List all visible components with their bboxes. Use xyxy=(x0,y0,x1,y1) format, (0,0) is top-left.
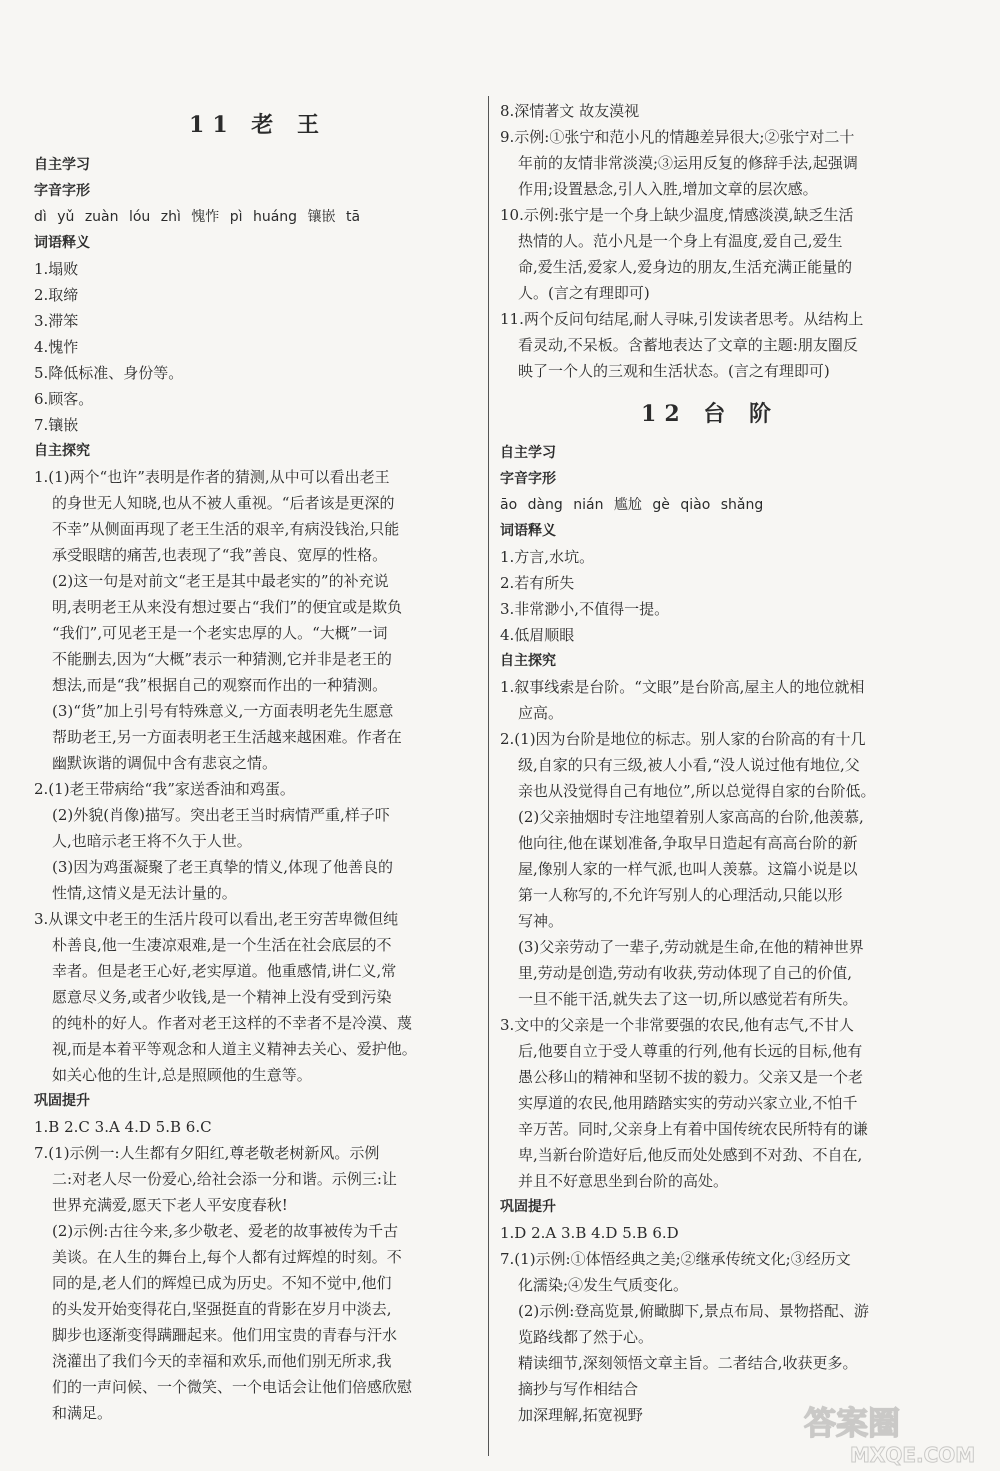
answer-line: (3)“货”加上引号有特殊意义,一方面表明老先生愿意 xyxy=(52,702,394,720)
answer-line: 亲也从没觉得自己有地位”,所以总觉得自家的台阶低。 xyxy=(518,782,876,800)
subsection-heading: 字音字形 xyxy=(500,471,556,487)
answer-line: 精读细节,深刻领悟文章主旨。二者结合,收获更多。 xyxy=(518,1354,858,1372)
answer-line: 人,也暗示老王将不久于人世。 xyxy=(52,832,252,850)
answer-line: 们的一声问候、一个微笑、一个电话会让他们倍感欣慰 xyxy=(52,1378,413,1396)
answer-line: 11.两个反问句结尾,耐人寻味,引发读者思考。从结构上 xyxy=(500,310,864,328)
definition-item: 1.塌败 xyxy=(34,260,79,278)
answer-line: 幸者。但是老王心好,老实厚道。他重感情,讲仁义,常 xyxy=(52,962,397,980)
answer-line: 想法,而是“我”根据自己的观察而作出的一种猜测。 xyxy=(52,676,388,694)
answer-line: “我们”,可见老王是一个老实忠厚的人。“大概”一词 xyxy=(52,624,388,642)
svg-text:MXQE.COM: MXQE.COM xyxy=(850,1443,976,1467)
section-heading: 自主学习 xyxy=(34,157,90,173)
answer-line: 幽默诙谐的调侃中含有悲哀之情。 xyxy=(52,754,278,772)
left-column xyxy=(34,98,482,1426)
answer-line: 一旦不能干活,就失去了这一切,所以感觉若有所失。 xyxy=(518,990,858,1008)
pinyin-answers: āo dàng nián 尴尬 gè qiào shǎng xyxy=(500,497,764,513)
answer-line: 不幸”从侧面再现了老王生活的艰辛,有病没钱治,只能 xyxy=(52,520,400,538)
answer-line: 加深理解,拓宽视野 xyxy=(518,1406,643,1424)
answer-line: 屋,像别人家的一样气派,也叫人羡慕。这篇小说是以 xyxy=(518,860,858,878)
answer-line: (3)父亲劳动了一辈子,劳动就是生命,在他的精神世界 xyxy=(518,938,864,956)
definition-item: 3.非常渺小,不值得一提。 xyxy=(500,600,670,618)
answer-line: 性情,这情义是无法计量的。 xyxy=(52,884,237,902)
answer-line: 的身世无人知晓,也从不被人重视。“后者该是更深的 xyxy=(52,494,395,512)
answer-line: 美谈。在人生的舞台上,每个人都有过辉煌的时刻。不 xyxy=(52,1248,402,1266)
answer-line: 脚步也逐渐变得蹒跚起来。他们用宝贵的青春与汗水 xyxy=(52,1326,398,1344)
lesson-title: 11 老 王 xyxy=(189,112,327,138)
answer-line: 浇灌出了我们今天的幸福和欢乐,而他们别无所求,我 xyxy=(52,1352,392,1370)
answer-line: 明,表明老王从来没有想过要占“我们”的便宜或是欺负 xyxy=(52,598,403,616)
answer-line: 第一人称写的,不允许写别人的心理活动,只能以形 xyxy=(518,886,843,904)
section-heading: 巩固提升 xyxy=(500,1199,556,1215)
column-divider xyxy=(488,96,489,1456)
explore-answers xyxy=(500,674,920,1194)
answer-line: 览路线都了然于心。 xyxy=(518,1328,654,1346)
answer-line: 年前的友情非常淡漠;③运用反复的修辞手法,起强调 xyxy=(518,154,858,172)
answer-line: 他向往,他在谋划准备,争取早日造起有高高台阶的新 xyxy=(518,834,858,852)
answer-line: 级,自家的只有三级,被人小看,“没人说过他有地位,父 xyxy=(518,756,860,774)
answer-line: 二:对老人尽一份爱心,给社会添一分和谐。示例三:让 xyxy=(52,1170,397,1188)
answer-line: 并且不好意思坐到台阶的高处。 xyxy=(518,1172,729,1190)
right-column xyxy=(500,98,920,1428)
definition-item: 7.镶嵌 xyxy=(34,416,79,434)
answer-line: 3.文中的父亲是一个非常要强的农民,他有志气,不甘人 xyxy=(500,1016,854,1034)
answer-line: 辛万苦。同时,父亲身上有着中国传统农民所特有的谦 xyxy=(518,1120,868,1138)
answer-line: 应高。 xyxy=(518,704,564,722)
subsection-heading: 词语释义 xyxy=(500,523,556,539)
definition-item: 4.愧怍 xyxy=(34,338,79,356)
answer-line: 同的是,老人们的辉煌已成为历史。不知不觉中,他们 xyxy=(52,1274,392,1292)
answer-line: 的头发开始变得花白,坚强挺直的背影在岁月中淡去, xyxy=(52,1300,392,1318)
definition-item: 5.降低标准、身份等。 xyxy=(34,364,184,382)
consolidation-answers xyxy=(500,1220,920,1428)
answer-line: 写神。 xyxy=(518,912,564,930)
answer-line: 的纯朴的好人。作者对老王这样的不幸者不是冷漠、蔑 xyxy=(52,1014,413,1032)
answer-line: 愿意尽义务,或者少收钱,是一个精神上没有受到污染 xyxy=(52,988,392,1006)
answer-line: 1.D 2.A 3.B 4.D 5.B 6.D xyxy=(500,1224,679,1242)
subsection-heading: 词语释义 xyxy=(34,235,90,251)
answer-line: 10.示例:张宁是一个身上缺少温度,情感淡漠,缺乏生活 xyxy=(500,206,854,224)
answer-line: 作用;设置悬念,引人入胜,增加文章的层次感。 xyxy=(518,180,818,198)
answer-line: (2)外貌(肖像)描写。突出老王当时病情严重,样子吓 xyxy=(52,806,390,824)
answer-line: 如关心他的生计,总是照顾他的生意等。 xyxy=(52,1066,312,1084)
answer-line: 化濡染;④发生气质变化。 xyxy=(518,1276,689,1294)
answer-line: 人。(言之有理即可) xyxy=(518,284,650,302)
answer-line: 帮助老王,另一方面表明老王生活越来越困难。作者在 xyxy=(52,728,402,746)
answer-line: 1.叙事线索是台阶。“文眼”是台阶高,屋主人的地位就相 xyxy=(500,678,865,696)
answer-line: 7.(1)示例一:人生都有夕阳红,尊老敬老树新风。示例 xyxy=(34,1144,380,1162)
answer-line: (2)示例:登高览景,俯瞰脚下,景点布局、景物搭配、游 xyxy=(518,1302,869,1320)
subsection-heading: 字音字形 xyxy=(34,183,90,199)
answer-line: 7.(1)示例:①体悟经典之美;②继承传统文化;③经历文 xyxy=(500,1250,851,1268)
definition-item: 6.顾客。 xyxy=(34,390,94,408)
answer-line: (2)父亲抽烟时专注地望着别人家高高的台阶,他羡慕, xyxy=(518,808,864,826)
definition-item: 4.低眉顺眼 xyxy=(500,626,575,644)
section-heading: 自主学习 xyxy=(500,445,556,461)
definition-item: 2.若有所失 xyxy=(500,574,575,592)
watermark-logo xyxy=(800,1398,990,1468)
lesson-title: 12 台 阶 xyxy=(641,401,779,427)
consolidation-answers xyxy=(34,1114,482,1426)
answer-line: 世界充满爱,愿天下老人平安度春秋! xyxy=(52,1196,288,1214)
answer-line: 看灵动,不呆板。含蓄地表达了文章的主题:朋友圈反 xyxy=(518,336,858,354)
answer-line: 3.从课文中老王的生活片段可以看出,老王穷苦卑微但纯 xyxy=(34,910,399,928)
answer-line: 后,他要自立于受人尊重的行列,他有长远的目标,他有 xyxy=(518,1042,863,1060)
answer-line: 1.(1)两个“也许”表明是作者的猜测,从中可以看出老王 xyxy=(34,468,390,486)
explore-answers xyxy=(34,464,482,1088)
pinyin-answers: dì yǔ zuàn lóu zhì 愧怍 pì huáng 镶嵌 tā xyxy=(34,209,361,225)
answer-line: (2)示例:古往今来,多少敬老、爱老的故事被传为千古 xyxy=(52,1222,399,1240)
section-heading: 自主探究 xyxy=(34,443,90,459)
definition-item: 2.取缔 xyxy=(34,286,79,304)
answer-line: 不能删去,因为“大概”表示一种猜测,它并非是老王的 xyxy=(52,650,392,668)
answer-line: 愚公移山的精神和坚韧不拔的毅力。父亲又是一个老 xyxy=(518,1068,864,1086)
answer-line: 和满足。 xyxy=(52,1404,113,1422)
definition-list xyxy=(500,544,920,648)
definition-item: 3.滞笨 xyxy=(34,312,79,330)
svg-text:答案圈: 答案圈 xyxy=(804,1404,901,1442)
answer-line: 8.深情著文 故友漠视 xyxy=(500,102,640,120)
answer-line: 承受眼瞎的痛苦,也表现了“我”善良、宽厚的性格。 xyxy=(52,546,388,564)
answer-line: 2.(1)老王带病给“我”家送香油和鸡蛋。 xyxy=(34,780,295,798)
section-heading: 自主探究 xyxy=(500,653,556,669)
definition-item: 1.方言,水坑。 xyxy=(500,548,595,566)
section-heading: 巩固提升 xyxy=(34,1093,90,1109)
answer-line: 热情的人。范小凡是一个身上有温度,爱自己,爱生 xyxy=(518,232,843,250)
answer-line: (3)因为鸡蛋凝聚了老王真挚的情义,体现了他善良的 xyxy=(52,858,394,876)
definition-list xyxy=(34,256,482,438)
answer-line: 里,劳动是创造,劳动有收获,劳动体现了自己的价值, xyxy=(518,964,853,982)
answer-line: 2.(1)因为台阶是地位的标志。别人家的台阶高的有十几 xyxy=(500,730,866,748)
answer-line: 映了一个人的三观和生活状态。(言之有理即可) xyxy=(518,362,830,380)
answer-line: 朴善良,他一生凄凉艰难,是一个生活在社会底层的不 xyxy=(52,936,392,954)
answer-line: 实厚道的农民,他用踏踏实实的劳动兴家立业,不怕千 xyxy=(518,1094,858,1112)
answer-line: 9.示例:①张宁和范小凡的情趣差异很大;②张宁对二十 xyxy=(500,128,855,146)
answer-line: (2)这一句是对前文“老王是其中最老实的”的补充说 xyxy=(52,572,389,590)
answer-line: 摘抄与写作相结合 xyxy=(518,1380,639,1398)
answer-line: 1.B 2.C 3.A 4.D 5.B 6.C xyxy=(34,1118,212,1136)
answer-line: 命,爱生活,爱家人,爱身边的朋友,生活充满正能量的 xyxy=(518,258,853,276)
previous-lesson-answers xyxy=(500,98,920,384)
answer-line: 视,而是本着平等观念和人道主义精神去关心、爱护他。 xyxy=(52,1040,417,1058)
answer-line: 卑,当新台阶造好后,他反而处处感到不对劲、不自在, xyxy=(518,1146,863,1164)
